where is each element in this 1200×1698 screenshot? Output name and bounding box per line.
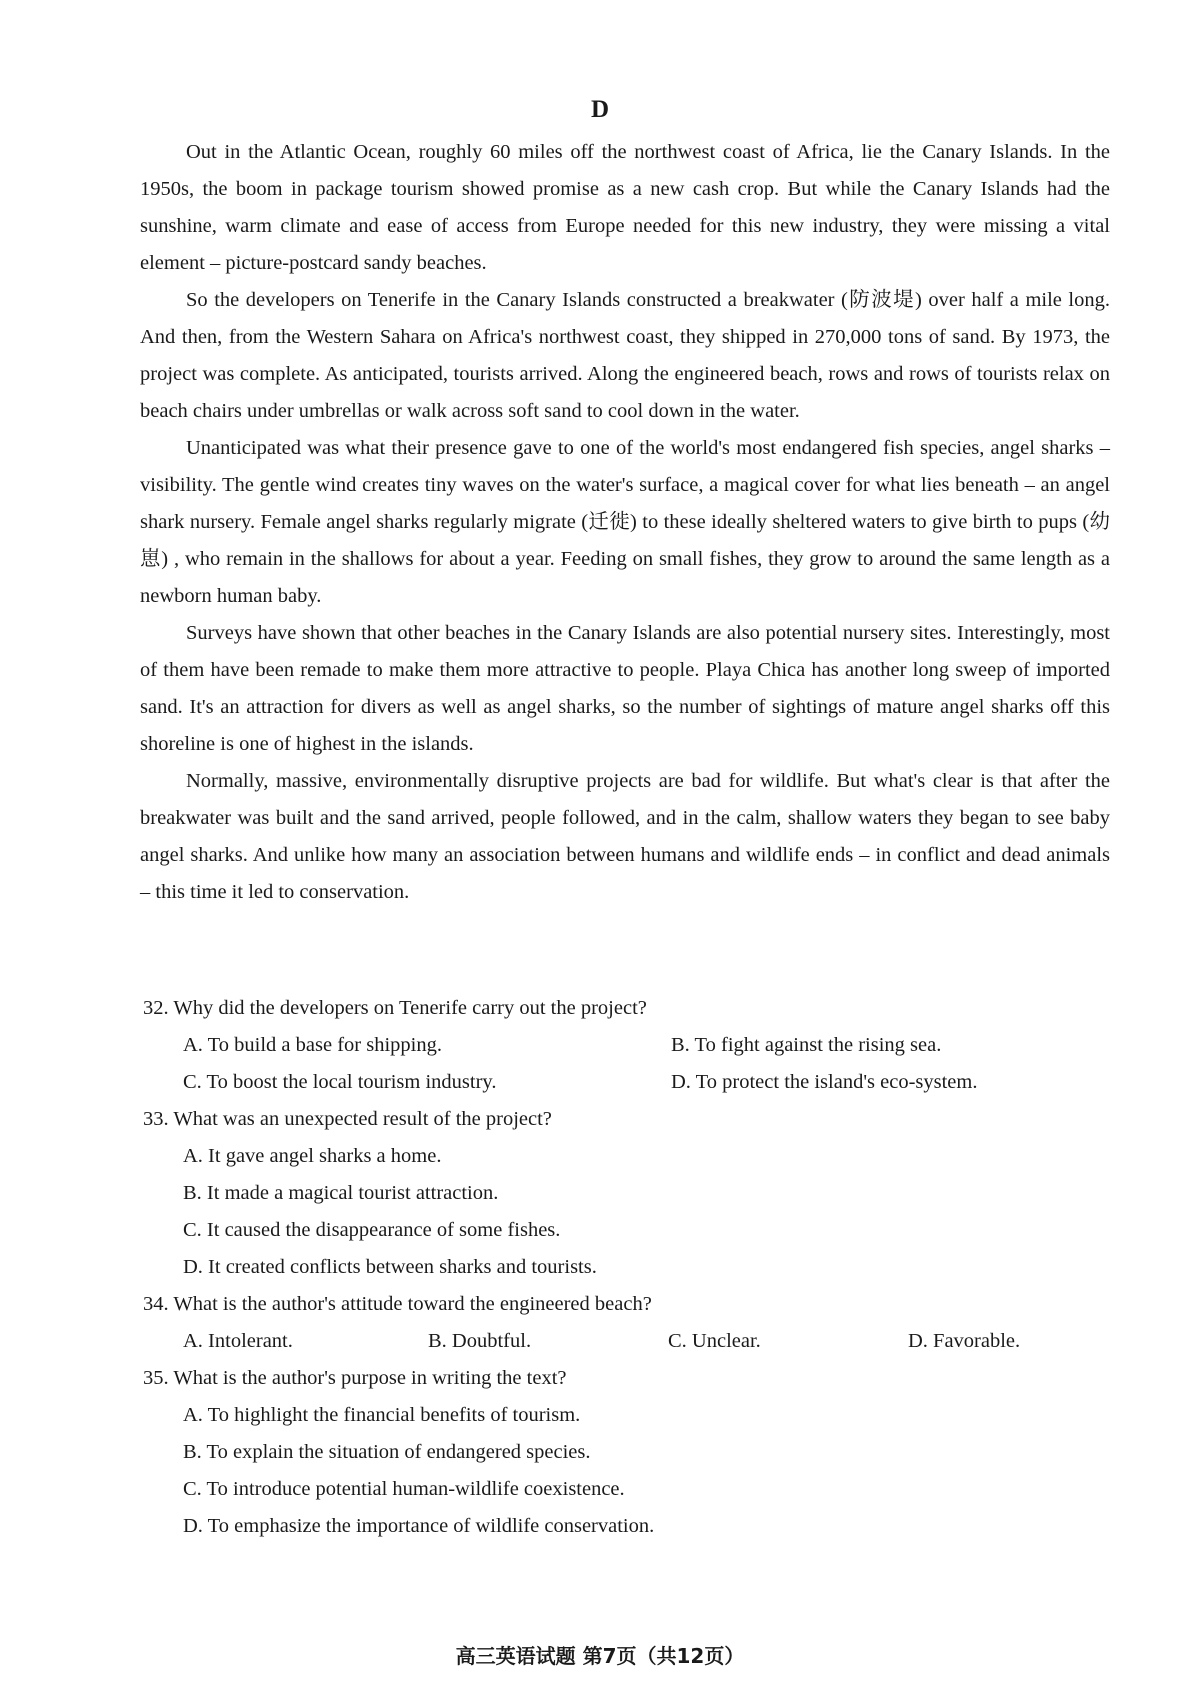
options-list <box>143 1138 1103 1286</box>
option-b: B. It made a magical tourist attraction. <box>183 1182 499 1204</box>
passage-paragraph: Out in the Atlantic Ocean, roughly 60 miles off the northwest coast of Africa, lie the Canary Islands. In the 1950s, the boom in package tourism showed promise as a new cash crop. But while the Canary Islands had the sunshine, warm climate and ease of access from Europe needed for this new industry, they were missing a vital element – picture-postcard sandy beaches. <box>140 141 1110 274</box>
option-b: B. Doubtful. <box>428 1330 532 1352</box>
question-stem: 32. Why did the developers on Tenerife carry out the project? <box>143 997 647 1019</box>
option-b: B. To fight against the rising sea. <box>671 1034 942 1056</box>
option-a: A. To highlight the financial benefits of tourism. <box>183 1404 581 1426</box>
question-stem: 34. What is the author's attitude toward the engineered beach? <box>143 1293 652 1315</box>
reading-passage <box>140 134 1110 911</box>
options-row <box>143 1323 1103 1360</box>
option-d: D. It created conflicts between sharks and tourists. <box>183 1256 597 1278</box>
question-stem: 33. What was an unexpected result of the project? <box>143 1108 552 1130</box>
option-a: A. Intolerant. <box>183 1330 293 1352</box>
section-heading: D <box>590 96 610 123</box>
option-d: D. To emphasize the importance of wildlife conservation. <box>183 1515 655 1537</box>
option-a: A. It gave angel sharks a home. <box>183 1145 442 1167</box>
question-35 <box>143 1360 1103 1545</box>
option-b: B. To explain the situation of endangered species. <box>183 1441 591 1463</box>
question-34 <box>143 1286 1103 1360</box>
passage-paragraph: Unanticipated was what their presence gave to one of the world's most endangered fish species, angel sharks – visibility. The gentle wind creates tiny waves on the water's surface, a magical cover for what lies beneath – an angel shark nursery. Female angel sharks regularly migrate (迁徙) to these ideally sheltered waters to give birth to pups (幼崽) , who remain in the shallows for about a year. Feeding on small fishes, they grow to around the same length as a newborn human baby. <box>140 437 1110 607</box>
option-c: C. To boost the local tourism industry. <box>183 1071 497 1093</box>
passage-paragraph: Surveys have shown that other beaches in the Canary Islands are also potential nursery sites. Interestingly, most of them have been remade to make them more attractive to people. Playa Chica has another long sweep of imported sand. It's an attraction for divers as well as angel sharks, so the number of sightings of mature angel sharks off this shoreline is one of highest in the islands. <box>140 622 1110 755</box>
option-d: D. Favorable. <box>908 1330 1021 1352</box>
question-stem: 35. What is the author's purpose in writing the text? <box>143 1367 567 1389</box>
options-list <box>143 1397 1103 1545</box>
passage-paragraph: Normally, massive, environmentally disruptive projects are bad for wildlife. But what's clear is that after the breakwater was built and the sand arrived, people followed, and in the calm, shallow waters they began to see baby angel sharks. And unlike how many an association between humans and wildlife ends – in conflict and dead animals – this time it led to conservation. <box>140 770 1110 903</box>
page-footer: 高三英语试题 第7页（共12页） <box>455 1644 745 1668</box>
option-d: D. To protect the island's eco-system. <box>671 1071 978 1093</box>
question-33 <box>143 1101 1103 1286</box>
option-c: C. To introduce potential human-wildlife coexistence. <box>183 1478 625 1500</box>
passage-paragraph: So the developers on Tenerife in the Canary Islands constructed a breakwater (防波堤) over half a mile long. And then, from the Western Sahara on Africa's northwest coast, they shipped in 270,000 tons of sand. By 1973, the project was complete. As anticipated, tourists arrived. Along the engineered beach, rows and rows of tourists relax on beach chairs under umbrellas or walk across soft sand to cool down in the water. <box>140 289 1110 422</box>
question-32 <box>143 990 1103 1101</box>
option-c: C. Unclear. <box>668 1330 761 1352</box>
question-list <box>143 990 1103 1545</box>
option-c: C. It caused the disappearance of some fishes. <box>183 1219 561 1241</box>
option-a: A. To build a base for shipping. <box>183 1034 442 1056</box>
options-grid <box>143 1027 1103 1101</box>
